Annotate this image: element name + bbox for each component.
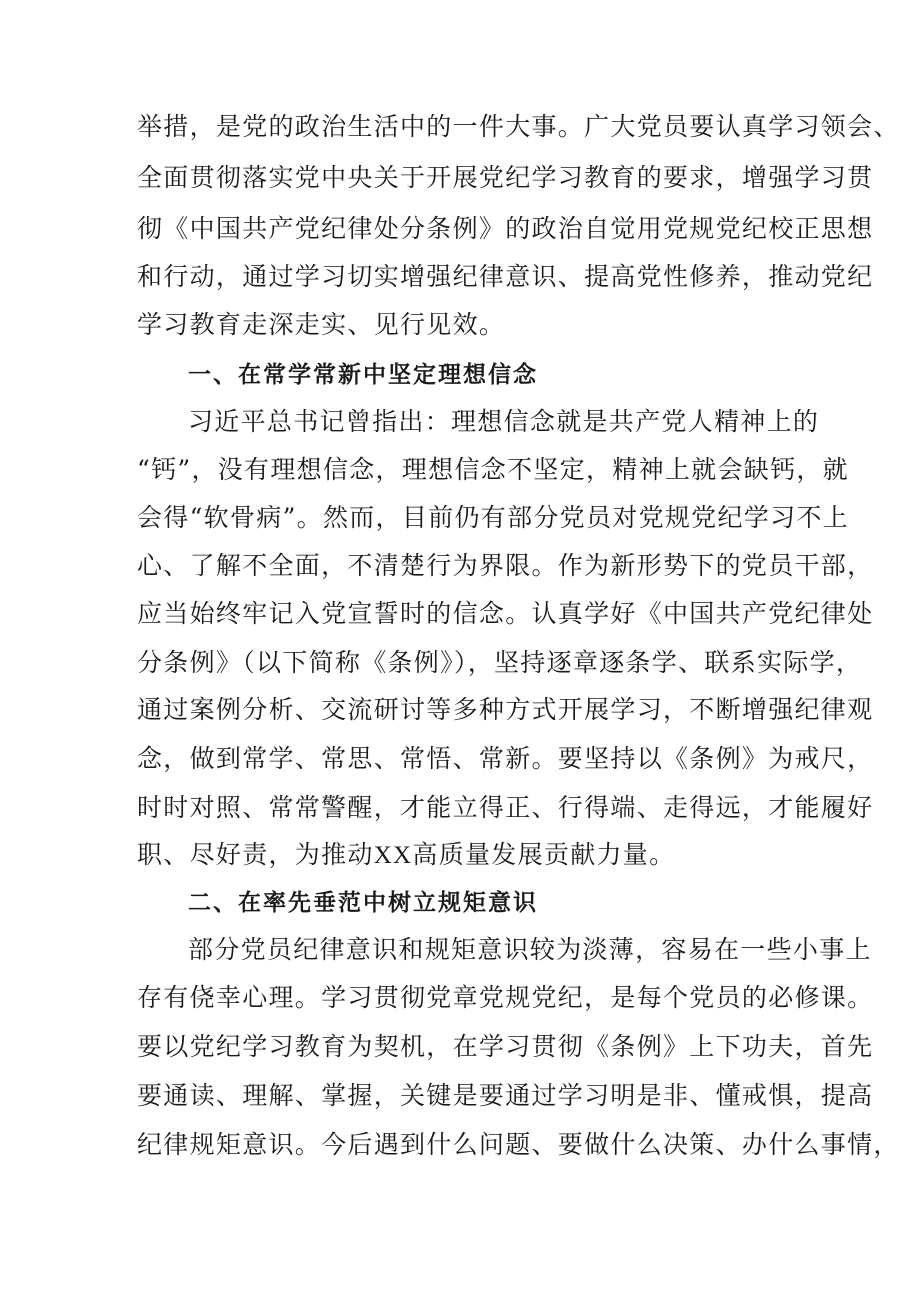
paragraph-2-line-1: 习近平总书记曾指出：理想信念就是共产党人精神上的: [188, 407, 820, 436]
paragraph-2-line-6: 分条例》（以下简称《条例》），坚持逐章逐条学、联系实际学，: [137, 648, 863, 677]
paragraph-2-line-5: 应当始终牢记入党宣誓时的信念。认真学好《中国共产党纪律处: [137, 599, 874, 628]
section-heading-2: 二、在率先垂范中树立规矩意识: [188, 890, 538, 916]
section-heading-1: 一、在常学常新中坚定理想信念: [188, 362, 538, 388]
paragraph-3-line-4: 要通读、理解、掌握，关键是要通过学习明是非、懂戒惧，提高: [137, 1081, 874, 1110]
paragraph-1-line-2: 全面贯彻落实党中央关于开展党纪学习教育的要求，增强学习贯: [137, 163, 874, 192]
paragraph-2-line-8: 念，做到常学、常思、常悟、常新。要坚持以《条例》为戒尺，: [137, 744, 874, 773]
paragraph-2-line-3: 会得“软骨病”。然而，目前仍有部分党员对党规党纪学习不上: [137, 503, 849, 532]
paragraph-3-line-3: 要以党纪学习教育为契机，在学习贯彻《条例》上下功夫，首先: [137, 1032, 874, 1061]
paragraph-2-line-2: “钙”，没有理想信念，理想信念不坚定，精神上就会缺钙，就: [137, 455, 849, 484]
paragraph-1-line-5: 学习教育走深走实、见行见效。: [137, 310, 506, 339]
paragraph-3-line-5: 纪律规矩意识。今后遇到什么问题、要做什么决策、办什么事情，: [137, 1130, 900, 1159]
paragraph-1-line-1: 举措，是党的政治生活中的一件大事。广大党员要认真学习领会、: [137, 112, 900, 141]
paragraph-1-line-4: 和行动，通过学习切实增强纪律意识、提高党性修养，推动党纪: [137, 262, 874, 291]
paragraph-1-line-3: 彻《中国共产党纪律处分条例》的政治自觉用党规党纪校正思想: [137, 214, 874, 243]
paragraph-2-line-9: 时时对照、常常警醒，才能立得正、行得端、走得远，才能履好: [137, 793, 874, 822]
paragraph-3-line-2: 存有侥幸心理。学习贯彻党章党规党纪，是每个党员的必修课。: [137, 983, 874, 1012]
paragraph-2-line-7: 通过案例分析、交流研讨等多种方式开展学习，不断增强纪律观: [137, 695, 874, 724]
paragraph-3-line-1: 部分党员纪律意识和规矩意识较为淡薄，容易在一些小事上: [188, 935, 872, 964]
paragraph-2-line-10: 职、尽好责，为推动XX高质量发展贡献力量。: [137, 842, 676, 869]
paragraph-2-line-4: 心、了解不全面，不清楚行为界限。作为新形势下的党员干部，: [137, 551, 874, 580]
